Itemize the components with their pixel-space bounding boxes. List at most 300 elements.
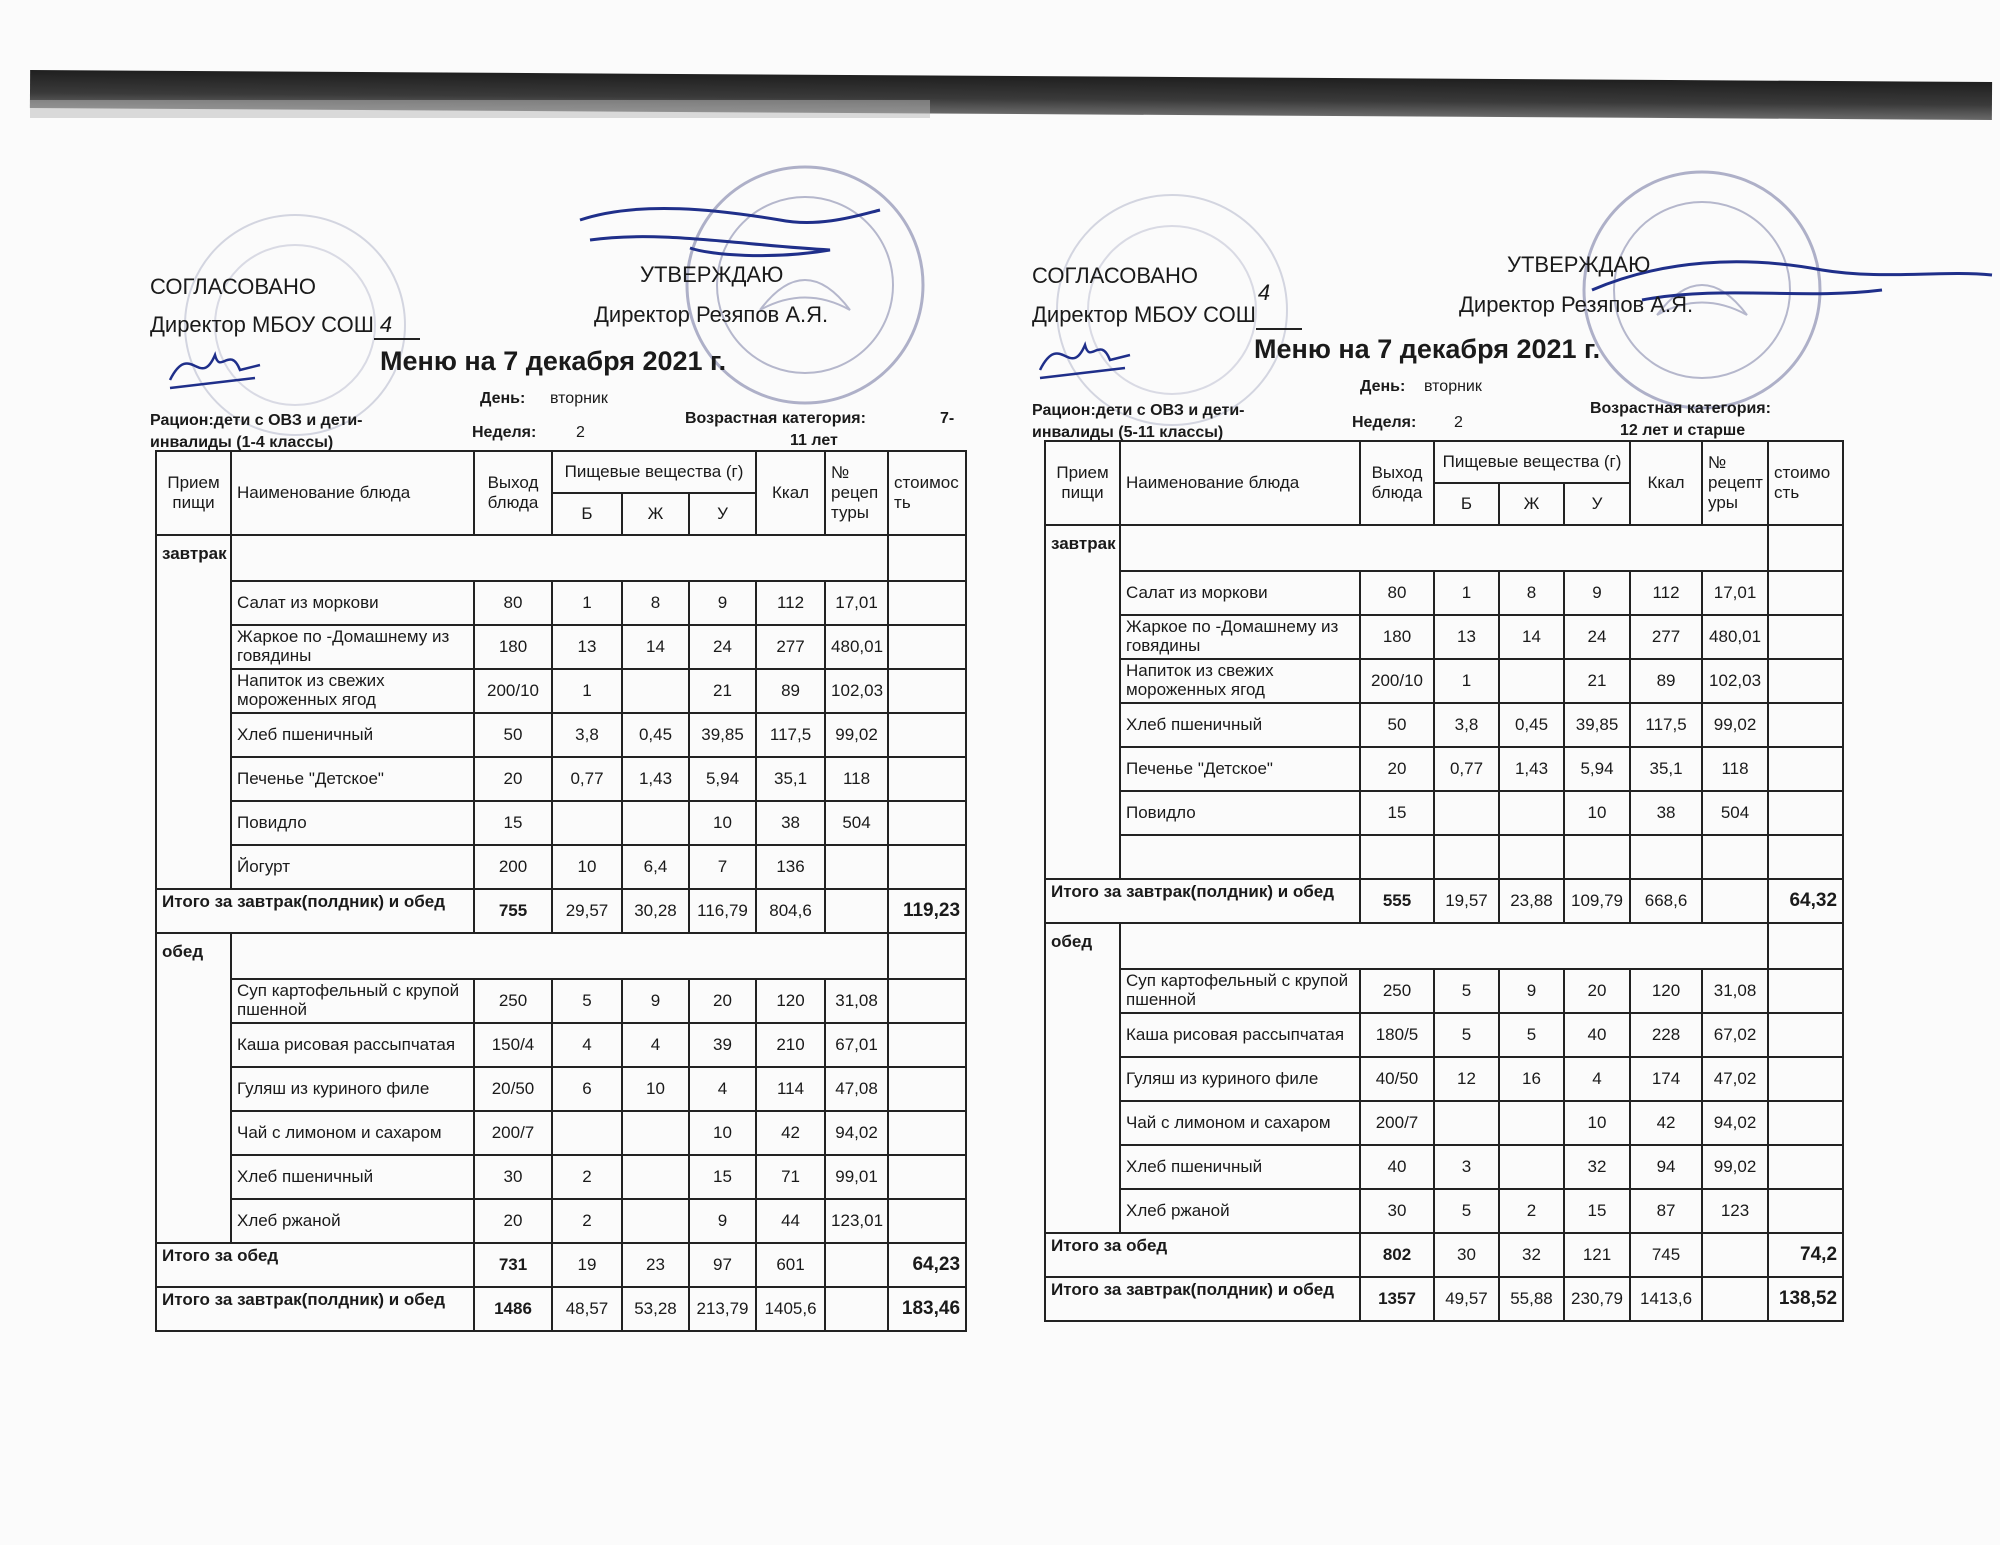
yield-cell: 200/7 — [1360, 1101, 1434, 1145]
yield-cell: 802 — [1360, 1233, 1434, 1277]
fats-cell — [622, 1199, 689, 1243]
carbs-cell: 15 — [689, 1155, 756, 1199]
proteins-cell: 5 — [1434, 969, 1499, 1013]
cost-cell — [888, 1023, 966, 1067]
proteins-cell — [1434, 1101, 1499, 1145]
proteins-cell: 13 — [1434, 615, 1499, 659]
day-label: День: — [480, 390, 526, 407]
kcal-cell: 35,1 — [1630, 747, 1702, 791]
yield-cell: 80 — [474, 581, 552, 625]
header-kcal: Ккал — [1630, 441, 1702, 525]
carbs-cell: 21 — [689, 669, 756, 713]
proteins-cell: 5 — [552, 979, 622, 1023]
dish-name: Жаркое по -Домашнему из говядины — [1120, 615, 1360, 659]
yield-cell: 555 — [1360, 879, 1434, 923]
recipe-cell — [1702, 835, 1768, 879]
carbs-cell: 116,79 — [689, 889, 756, 933]
section-row — [1045, 923, 1843, 969]
proteins-cell — [1434, 791, 1499, 835]
cost-cell — [888, 713, 966, 757]
kcal-cell: 89 — [1630, 659, 1702, 703]
meal-section-label: обед — [156, 933, 231, 1243]
kcal-cell: 277 — [756, 625, 825, 669]
section-spacer-cost — [1768, 525, 1843, 571]
proteins-cell — [552, 1111, 622, 1155]
dish-name: Хлеб пшеничный — [231, 1155, 474, 1199]
left-menu-sheet — [140, 140, 970, 1390]
yield-cell: 755 — [474, 889, 552, 933]
director-school-label: Директор МБОУ СОШ4 — [1032, 302, 1302, 330]
kcal-cell: 120 — [1630, 969, 1702, 1013]
fats-cell — [622, 801, 689, 845]
proteins-cell: 13 — [552, 625, 622, 669]
approve-label: УТВЕРЖДАЮ — [1507, 252, 1651, 277]
recipe-cell: 123,01 — [825, 1199, 888, 1243]
header-dish: Наименование блюда — [1120, 441, 1360, 525]
yield-cell: 15 — [1360, 791, 1434, 835]
fats-cell — [1499, 659, 1564, 703]
table-row — [156, 1111, 966, 1155]
proteins-cell: 48,57 — [552, 1287, 622, 1331]
director-name: Директор Резяпов А.Я. — [1459, 292, 1694, 317]
header-carbs: У — [1564, 483, 1630, 525]
table-row — [1045, 659, 1843, 703]
section-spacer-cost — [888, 535, 966, 581]
recipe-cell: 47,02 — [1702, 1057, 1768, 1101]
yield-cell: 150/4 — [474, 1023, 552, 1067]
header-yield: Выход блюда — [1360, 441, 1434, 525]
header-fats: Ж — [1499, 483, 1564, 525]
table-row — [156, 1023, 966, 1067]
kcal-cell: 804,6 — [756, 889, 825, 933]
table-header-row — [156, 451, 966, 493]
fats-cell — [1499, 1101, 1564, 1145]
table-row — [1045, 1013, 1843, 1057]
kcal-cell — [1630, 835, 1702, 879]
yield-cell: 40/50 — [1360, 1057, 1434, 1101]
table-row — [1045, 1101, 1843, 1145]
header-fats: Ж — [622, 493, 689, 535]
recipe-cell: 480,01 — [1702, 615, 1768, 659]
table-row — [156, 979, 966, 1023]
section-row — [156, 535, 966, 581]
carbs-cell: 39,85 — [689, 713, 756, 757]
dish-name: Повидло — [231, 801, 474, 845]
recipe-cell: 99,02 — [1702, 703, 1768, 747]
dish-name: Хлеб пшеничный — [1120, 703, 1360, 747]
age-value: 7- — [940, 410, 955, 427]
proteins-cell: 2 — [552, 1155, 622, 1199]
cost-cell — [888, 801, 966, 845]
cost-cell — [888, 1199, 966, 1243]
dish-name: Хлеб ржаной — [231, 1199, 474, 1243]
ration-label-2: инвалиды (1-4 классы) — [150, 434, 334, 451]
cost-cell — [1768, 615, 1843, 659]
cost-cell — [1768, 659, 1843, 703]
proteins-cell: 3 — [1434, 1145, 1499, 1189]
proteins-cell: 19 — [552, 1243, 622, 1287]
fats-cell: 10 — [622, 1067, 689, 1111]
kcal-cell: 44 — [756, 1199, 825, 1243]
fats-cell — [622, 1155, 689, 1199]
header-nutrients: Пищевые вещества (г) — [1434, 441, 1630, 483]
dish-name: Повидло — [1120, 791, 1360, 835]
fats-cell: 23 — [622, 1243, 689, 1287]
menu-title: Меню на 7 декабря 2021 г. — [380, 346, 727, 376]
carbs-cell: 10 — [1564, 791, 1630, 835]
kcal-cell: 42 — [756, 1111, 825, 1155]
section-spacer — [1120, 923, 1768, 969]
recipe-cell — [825, 889, 888, 933]
carbs-cell — [1564, 835, 1630, 879]
proteins-cell: 6 — [552, 1067, 622, 1111]
total-label: Итого за обед — [156, 1243, 474, 1287]
cost-cell — [1768, 747, 1843, 791]
dish-name: Суп картофельный с крупой пшенной — [231, 979, 474, 1023]
header-meal: Прием пищи — [156, 451, 231, 535]
section-row — [1045, 525, 1843, 571]
cost-cell — [888, 1067, 966, 1111]
carbs-cell: 5,94 — [1564, 747, 1630, 791]
proteins-cell: 1 — [1434, 659, 1499, 703]
table-row — [156, 757, 966, 801]
cost-cell — [888, 1111, 966, 1155]
week-value: 2 — [1454, 414, 1463, 431]
fats-cell: 2 — [1499, 1189, 1564, 1233]
kcal-cell: 94 — [1630, 1145, 1702, 1189]
dish-name: Салат из моркови — [231, 581, 474, 625]
approve-label: УТВЕРЖДАЮ — [640, 262, 784, 287]
header-recipe: № рецепт уры — [1702, 441, 1768, 525]
age-value-2: 11 лет — [790, 432, 838, 449]
dish-name: Жаркое по -Домашнему из говядины — [231, 625, 474, 669]
yield-cell: 1357 — [1360, 1277, 1434, 1321]
yield-cell: 200 — [474, 845, 552, 889]
carbs-cell: 20 — [1564, 969, 1630, 1013]
carbs-cell: 4 — [1564, 1057, 1630, 1101]
dish-name: Каша рисовая рассыпчатая — [231, 1023, 474, 1067]
recipe-cell: 17,01 — [825, 581, 888, 625]
proteins-cell: 3,8 — [552, 713, 622, 757]
dish-name: Салат из моркови — [1120, 571, 1360, 615]
total-row — [156, 1287, 966, 1331]
table-header-row — [1045, 441, 1843, 483]
cost-cell — [1768, 969, 1843, 1013]
fats-cell: 0,45 — [1499, 703, 1564, 747]
header-kcal: Ккал — [756, 451, 825, 535]
dish-name: Йогурт — [231, 845, 474, 889]
week-value: 2 — [576, 424, 585, 441]
fats-cell — [622, 1111, 689, 1155]
kcal-cell: 277 — [1630, 615, 1702, 659]
kcal-cell: 174 — [1630, 1057, 1702, 1101]
fats-cell: 32 — [1499, 1233, 1564, 1277]
cost-cell — [888, 845, 966, 889]
kcal-cell: 228 — [1630, 1013, 1702, 1057]
ration-label: Рацион:дети с ОВЗ и дети- — [150, 412, 363, 429]
yield-cell: 50 — [474, 713, 552, 757]
proteins-cell: 0,77 — [1434, 747, 1499, 791]
yield-cell: 250 — [474, 979, 552, 1023]
header-recipe: № рецеп туры — [825, 451, 888, 535]
yield-cell: 40 — [1360, 1145, 1434, 1189]
proteins-cell — [552, 801, 622, 845]
yield-cell: 250 — [1360, 969, 1434, 1013]
total-cost: 64,23 — [888, 1243, 966, 1287]
fats-cell — [1499, 791, 1564, 835]
menu-table-body — [156, 535, 966, 1331]
table-row — [1045, 703, 1843, 747]
cost-cell — [1768, 1189, 1843, 1233]
fats-cell: 9 — [622, 979, 689, 1023]
cost-cell — [888, 625, 966, 669]
school-number: 4 — [379, 312, 393, 337]
fats-cell: 6,4 — [622, 845, 689, 889]
table-row — [1045, 615, 1843, 659]
yield-cell: 200/10 — [474, 669, 552, 713]
recipe-cell: 504 — [1702, 791, 1768, 835]
fats-cell — [1499, 1145, 1564, 1189]
section-spacer — [231, 933, 888, 979]
cost-cell — [1768, 571, 1843, 615]
carbs-cell: 7 — [689, 845, 756, 889]
total-row — [1045, 879, 1843, 923]
fats-cell: 1,43 — [1499, 747, 1564, 791]
total-cost: 183,46 — [888, 1287, 966, 1331]
dish-name: Гуляш из куриного филе — [1120, 1057, 1360, 1101]
proteins-cell: 5 — [1434, 1013, 1499, 1057]
proteins-cell: 0,77 — [552, 757, 622, 801]
table-row — [156, 1067, 966, 1111]
yield-cell: 200/7 — [474, 1111, 552, 1155]
carbs-cell: 24 — [689, 625, 756, 669]
cost-cell — [888, 669, 966, 713]
header-nutrients: Пищевые вещества (г) — [552, 451, 756, 493]
header-proteins: Б — [1434, 483, 1499, 525]
dish-name: Каша рисовая рассыпчатая — [1120, 1013, 1360, 1057]
recipe-cell: 99,02 — [1702, 1145, 1768, 1189]
cost-cell — [888, 1155, 966, 1199]
recipe-cell: 480,01 — [825, 625, 888, 669]
kcal-cell: 42 — [1630, 1101, 1702, 1145]
fats-cell — [1499, 835, 1564, 879]
section-row — [156, 933, 966, 979]
scanner-shadow — [30, 100, 930, 118]
total-label: Итого за завтрак(полдник) и обед — [1045, 1277, 1360, 1321]
proteins-cell: 12 — [1434, 1057, 1499, 1101]
kcal-cell: 117,5 — [1630, 703, 1702, 747]
kcal-cell: 38 — [756, 801, 825, 845]
dish-name: Печенье "Детское" — [1120, 747, 1360, 791]
meal-section-label: завтрак — [1045, 525, 1120, 879]
yield-cell: 20 — [1360, 747, 1434, 791]
cost-cell — [888, 979, 966, 1023]
yield-cell — [1360, 835, 1434, 879]
fats-cell: 8 — [1499, 571, 1564, 615]
dish-name: Чай с лимоном и сахаром — [231, 1111, 474, 1155]
fats-cell: 5 — [1499, 1013, 1564, 1057]
table-row — [156, 669, 966, 713]
cost-cell — [1768, 1057, 1843, 1101]
table-row — [156, 581, 966, 625]
proteins-cell: 29,57 — [552, 889, 622, 933]
table-row — [156, 1199, 966, 1243]
recipe-cell: 99,02 — [825, 713, 888, 757]
recipe-cell — [1702, 1233, 1768, 1277]
meal-section-label: обед — [1045, 923, 1120, 1233]
dish-name: Чай с лимоном и сахаром — [1120, 1101, 1360, 1145]
dish-name: Печенье "Детское" — [231, 757, 474, 801]
total-row — [1045, 1233, 1843, 1277]
carbs-cell: 15 — [1564, 1189, 1630, 1233]
kcal-cell: 71 — [756, 1155, 825, 1199]
recipe-cell — [825, 1243, 888, 1287]
header-cost: стоимос ть — [888, 451, 966, 535]
recipe-cell: 118 — [1702, 747, 1768, 791]
day-value: вторник — [550, 390, 608, 407]
fats-cell: 4 — [622, 1023, 689, 1067]
carbs-cell: 39,85 — [1564, 703, 1630, 747]
yield-cell: 20 — [474, 1199, 552, 1243]
total-row — [156, 889, 966, 933]
total-label: Итого за завтрак(полдник) и обед — [156, 889, 474, 933]
yield-cell: 200/10 — [1360, 659, 1434, 703]
cost-cell — [1768, 791, 1843, 835]
kcal-cell: 38 — [1630, 791, 1702, 835]
proteins-cell: 1 — [1434, 571, 1499, 615]
kcal-cell: 112 — [756, 581, 825, 625]
section-spacer-cost — [888, 933, 966, 979]
recipe-cell: 99,01 — [825, 1155, 888, 1199]
carbs-cell: 230,79 — [1564, 1277, 1630, 1321]
recipe-cell: 47,08 — [825, 1067, 888, 1111]
carbs-cell: 97 — [689, 1243, 756, 1287]
proteins-cell: 1 — [552, 581, 622, 625]
section-spacer — [1120, 525, 1768, 571]
fats-cell: 14 — [622, 625, 689, 669]
carbs-cell: 21 — [1564, 659, 1630, 703]
signature-left-icon — [1030, 320, 1140, 390]
agreed-label: СОГЛАСОВАНО — [1032, 263, 1198, 288]
section-spacer — [231, 535, 888, 581]
cost-cell — [1768, 1145, 1843, 1189]
fats-cell — [622, 669, 689, 713]
dish-name: Хлеб пшеничный — [1120, 1145, 1360, 1189]
yield-cell: 180 — [1360, 615, 1434, 659]
fats-cell: 55,88 — [1499, 1277, 1564, 1321]
ration-label: Рацион:дети с ОВЗ и дети- — [1032, 402, 1245, 419]
carbs-cell: 10 — [1564, 1101, 1630, 1145]
recipe-cell: 31,08 — [1702, 969, 1768, 1013]
fats-cell: 14 — [1499, 615, 1564, 659]
cost-cell — [1768, 1101, 1843, 1145]
ration-label-2: инвалиды (5-11 классы) — [1032, 424, 1224, 441]
dish-name: Хлеб ржаной — [1120, 1189, 1360, 1233]
week-label: Неделя: — [1352, 414, 1417, 431]
table-row — [1045, 571, 1843, 615]
director-stamp-icon — [1577, 165, 1827, 415]
recipe-cell: 94,02 — [1702, 1101, 1768, 1145]
kcal-cell: 210 — [756, 1023, 825, 1067]
kcal-cell: 1413,6 — [1630, 1277, 1702, 1321]
menu-table-body — [1045, 525, 1843, 1321]
table-row — [1045, 1189, 1843, 1233]
recipe-cell: 67,02 — [1702, 1013, 1768, 1057]
yield-cell: 30 — [1360, 1189, 1434, 1233]
proteins-cell: 2 — [552, 1199, 622, 1243]
director-school-label: Директор МБОУ СОШ 4 — [150, 312, 420, 340]
cost-cell — [1768, 703, 1843, 747]
fats-cell: 53,28 — [622, 1287, 689, 1331]
kcal-cell: 114 — [756, 1067, 825, 1111]
agreed-label: СОГЛАСОВАНО — [150, 274, 316, 299]
age-label: Возрастная категория: — [685, 410, 866, 427]
header-meal: Прием пищи — [1045, 441, 1120, 525]
table-row — [1045, 1057, 1843, 1101]
cost-cell — [888, 581, 966, 625]
fats-cell: 1,43 — [622, 757, 689, 801]
carbs-cell: 10 — [689, 1111, 756, 1155]
proteins-cell: 10 — [552, 845, 622, 889]
kcal-cell: 1405,6 — [756, 1287, 825, 1331]
total-label: Итого за обед — [1045, 1233, 1360, 1277]
dish-name — [1120, 835, 1360, 879]
total-label: Итого за завтрак(полдник) и обед — [156, 1287, 474, 1331]
kcal-cell: 668,6 — [1630, 879, 1702, 923]
recipe-cell: 17,01 — [1702, 571, 1768, 615]
recipe-cell — [825, 845, 888, 889]
header-dish: Наименование блюда — [231, 451, 474, 535]
section-spacer-cost — [1768, 923, 1843, 969]
total-cost: 119,23 — [888, 889, 966, 933]
carbs-cell: 121 — [1564, 1233, 1630, 1277]
meal-section-label: завтрак — [156, 535, 231, 889]
table-row — [1045, 835, 1843, 879]
table-row — [1045, 1145, 1843, 1189]
menu-table — [1044, 440, 1844, 1322]
recipe-cell: 31,08 — [825, 979, 888, 1023]
kcal-cell: 89 — [756, 669, 825, 713]
proteins-cell: 4 — [552, 1023, 622, 1067]
yield-cell: 1486 — [474, 1287, 552, 1331]
yield-cell: 80 — [1360, 571, 1434, 615]
yield-cell: 180 — [474, 625, 552, 669]
school-number: 4 — [1257, 280, 1271, 305]
yield-cell: 20/50 — [474, 1067, 552, 1111]
total-cost: 74,2 — [1768, 1233, 1843, 1277]
cost-cell — [888, 757, 966, 801]
dish-name: Хлеб пшеничный — [231, 713, 474, 757]
carbs-cell: 9 — [689, 581, 756, 625]
table-row — [156, 801, 966, 845]
day-value: вторник — [1424, 378, 1482, 395]
age-value-2: 12 лет и старше — [1620, 422, 1746, 439]
dish-name: Напиток из свежих мороженных ягод — [1120, 659, 1360, 703]
table-row — [156, 1155, 966, 1199]
fats-cell: 30,28 — [622, 889, 689, 933]
total-cost: 138,52 — [1768, 1277, 1843, 1321]
kcal-cell: 112 — [1630, 571, 1702, 615]
carbs-cell: 39 — [689, 1023, 756, 1067]
recipe-cell: 67,01 — [825, 1023, 888, 1067]
total-cost: 64,32 — [1768, 879, 1843, 923]
carbs-cell: 9 — [689, 1199, 756, 1243]
recipe-cell — [1702, 1277, 1768, 1321]
proteins-cell: 1 — [552, 669, 622, 713]
cost-cell — [1768, 835, 1843, 879]
header-cost: стоимо сть — [1768, 441, 1843, 525]
carbs-cell: 9 — [1564, 571, 1630, 615]
